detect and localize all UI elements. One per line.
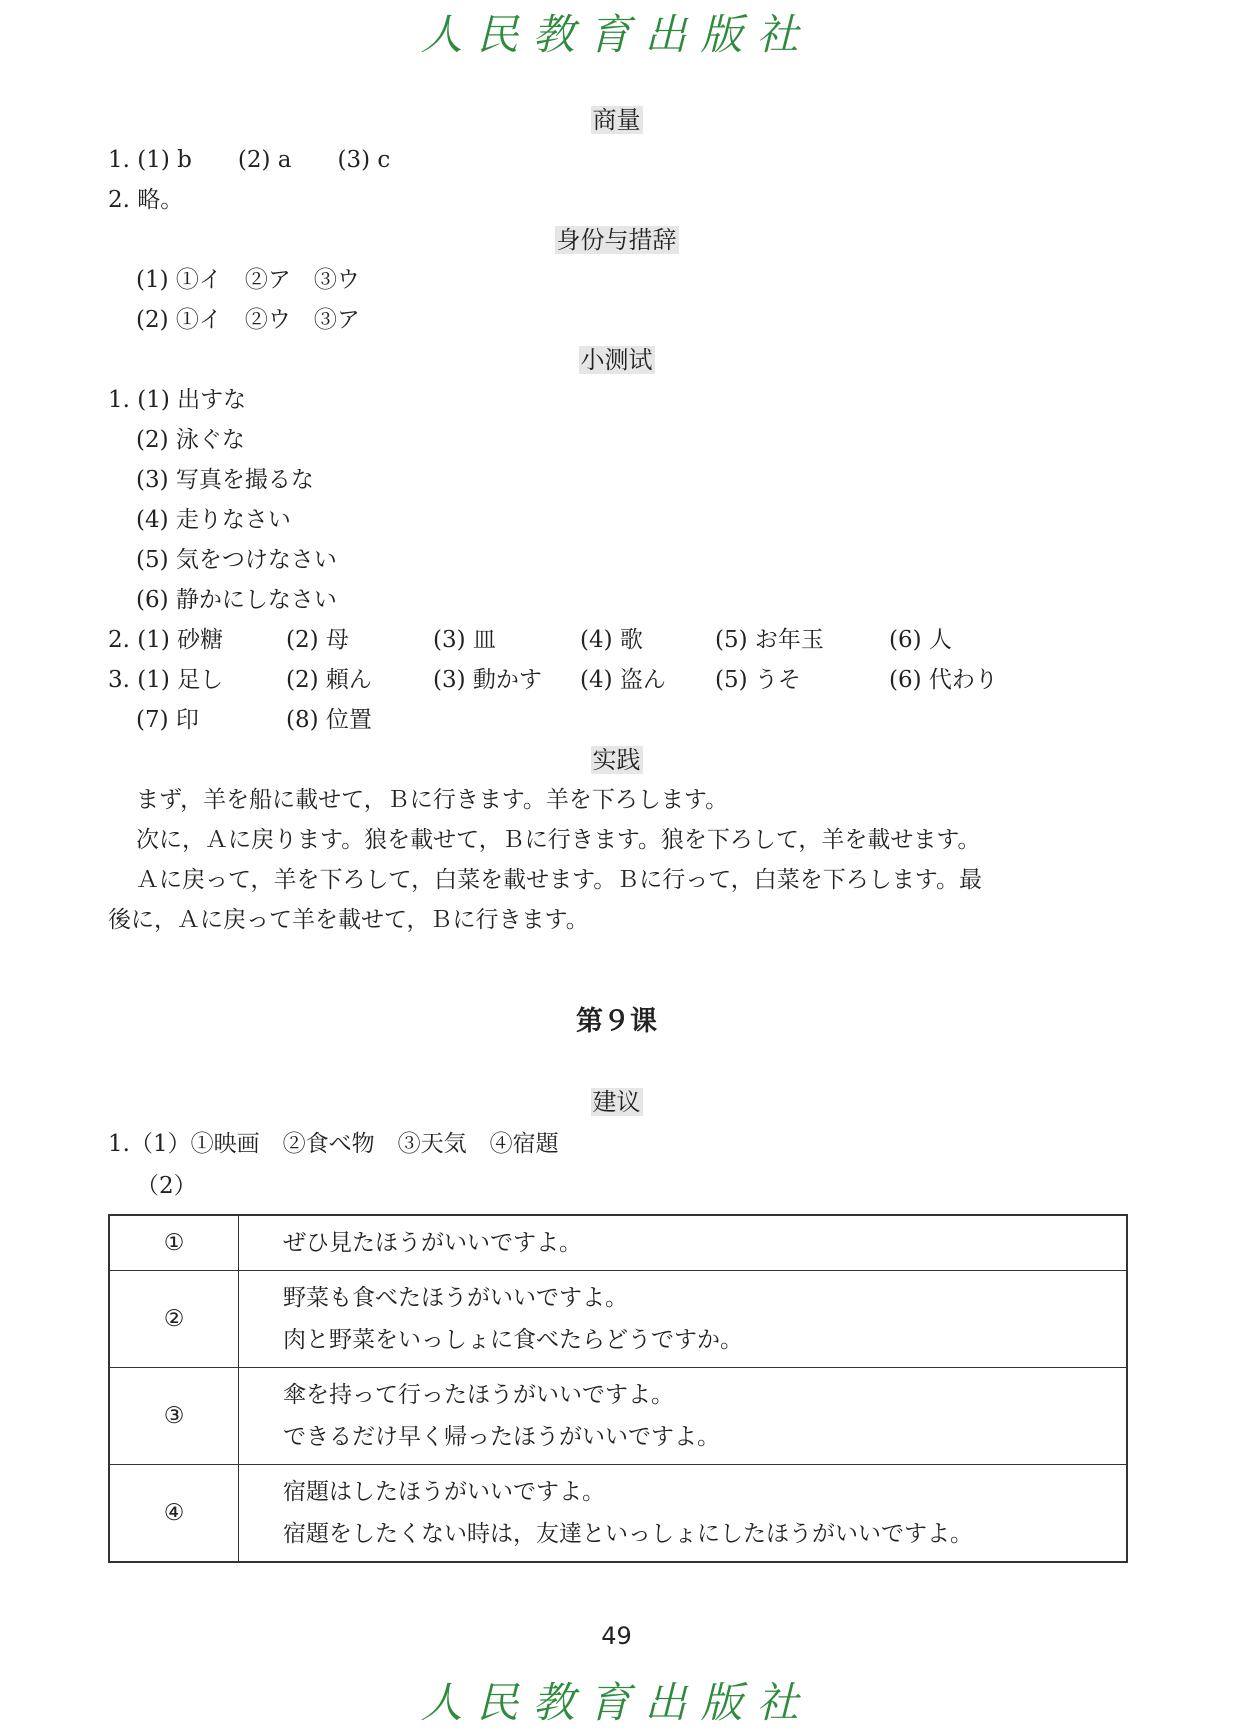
answer-item: (8) 位置 (286, 707, 372, 733)
table-row (109, 1465, 1127, 1563)
section-title-xiaoceshi: 小测试 (580, 346, 653, 374)
row-number: ③ (109, 1368, 239, 1465)
paragraph-line: 次に，Ａに戻ります。狼を載せて，Ｂに行きます。狼を下ろして，羊を載せます。 (136, 827, 981, 853)
row-text (239, 1368, 1128, 1465)
section-title-shangliang: 商量 (592, 106, 641, 134)
answer-item: 3. (1) 足し (108, 667, 224, 693)
answer-line: 2. 略。 (108, 187, 184, 213)
answer-item: (7) 印 (136, 707, 199, 733)
answer-line: (4) 走りなさい (136, 507, 291, 533)
answer-item: (5) うそ (715, 667, 801, 693)
answer-line: (2) 泳ぐな (136, 427, 245, 453)
text-line: 宿題はしたほうがいいですよ。 (283, 1479, 605, 1505)
answer-item: (4) 盗ん (580, 667, 666, 693)
answer-item: (2) 頼ん (286, 667, 372, 693)
answer-item: (4) 歌 (580, 627, 643, 653)
answer-line: (3) 写真を撮るな (136, 467, 314, 493)
paragraph-line: Ａに戻って，羊を下ろして，白菜を載せます。Ｂに行って，白菜を下ろします。最 (136, 867, 982, 893)
publisher-logo-top: 人民教育出版社 (420, 10, 813, 59)
row-text (239, 1271, 1128, 1368)
text-line: ぜひ見たほうがいいですよ。 (283, 1230, 582, 1256)
section-title-shenfen: 身份与措辞 (556, 226, 677, 254)
row-number: ② (109, 1271, 239, 1368)
paragraph-line: まず，羊を船に載せて，Ｂに行きます。羊を下ろします。 (136, 787, 729, 813)
answer-line: (5) 気をつけなさい (136, 547, 337, 573)
answer-line: 1.（1）①映画 ②食べ物 ③天気 ④宿題 (108, 1131, 559, 1157)
table-row (109, 1368, 1127, 1465)
row-text (239, 1465, 1128, 1563)
answer-line: 1. (1) b (2) a (3) c (108, 147, 391, 173)
text-line: できるだけ早く帰ったほうがいいですよ。 (283, 1424, 720, 1450)
row-number: ① (109, 1215, 239, 1271)
row-text (239, 1215, 1128, 1271)
lesson-title: 第９课 (576, 1006, 657, 1037)
answer-line: (6) 静かにしなさい (136, 587, 337, 613)
text-line: 宿題をしたくない時は，友達といっしょにしたほうがいいですよ。 (283, 1521, 973, 1547)
text-line: 肉と野菜をいっしょに食べたらどうですか。 (283, 1327, 743, 1353)
answer-line: （2） (136, 1173, 197, 1199)
answer-item: (2) 母 (286, 627, 349, 653)
advice-table (108, 1214, 1128, 1563)
answer-item: (6) 人 (889, 627, 952, 653)
answer-line: (1) ①イ ②ア ③ウ (136, 267, 360, 293)
answer-item: 2. (1) 砂糖 (108, 627, 224, 653)
table-row (109, 1215, 1127, 1271)
paragraph-line: 後に，Ａに戻って羊を載せて，Ｂに行きます。 (108, 907, 589, 933)
answer-item: (5) お年玉 (715, 627, 824, 653)
answer-item: (3) 皿 (433, 627, 496, 653)
answer-item: (3) 動かす (433, 667, 542, 693)
answer-line: (2) ①イ ②ウ ③ア (136, 307, 360, 333)
page-number: 49 (601, 1622, 632, 1650)
table-row (109, 1271, 1127, 1368)
section-title-jianyi: 建议 (592, 1088, 641, 1116)
section-title-shijian: 实践 (592, 746, 641, 774)
text-line: 野菜も食べたほうがいいですよ。 (283, 1285, 628, 1311)
answer-item: (6) 代わり (889, 667, 998, 693)
text-line: 傘を持って行ったほうがいいですよ。 (283, 1382, 674, 1408)
answer-line: 1. (1) 出すな (108, 387, 247, 413)
publisher-logo-bottom: 人民教育出版社 (420, 1678, 813, 1727)
row-number: ④ (109, 1465, 239, 1563)
